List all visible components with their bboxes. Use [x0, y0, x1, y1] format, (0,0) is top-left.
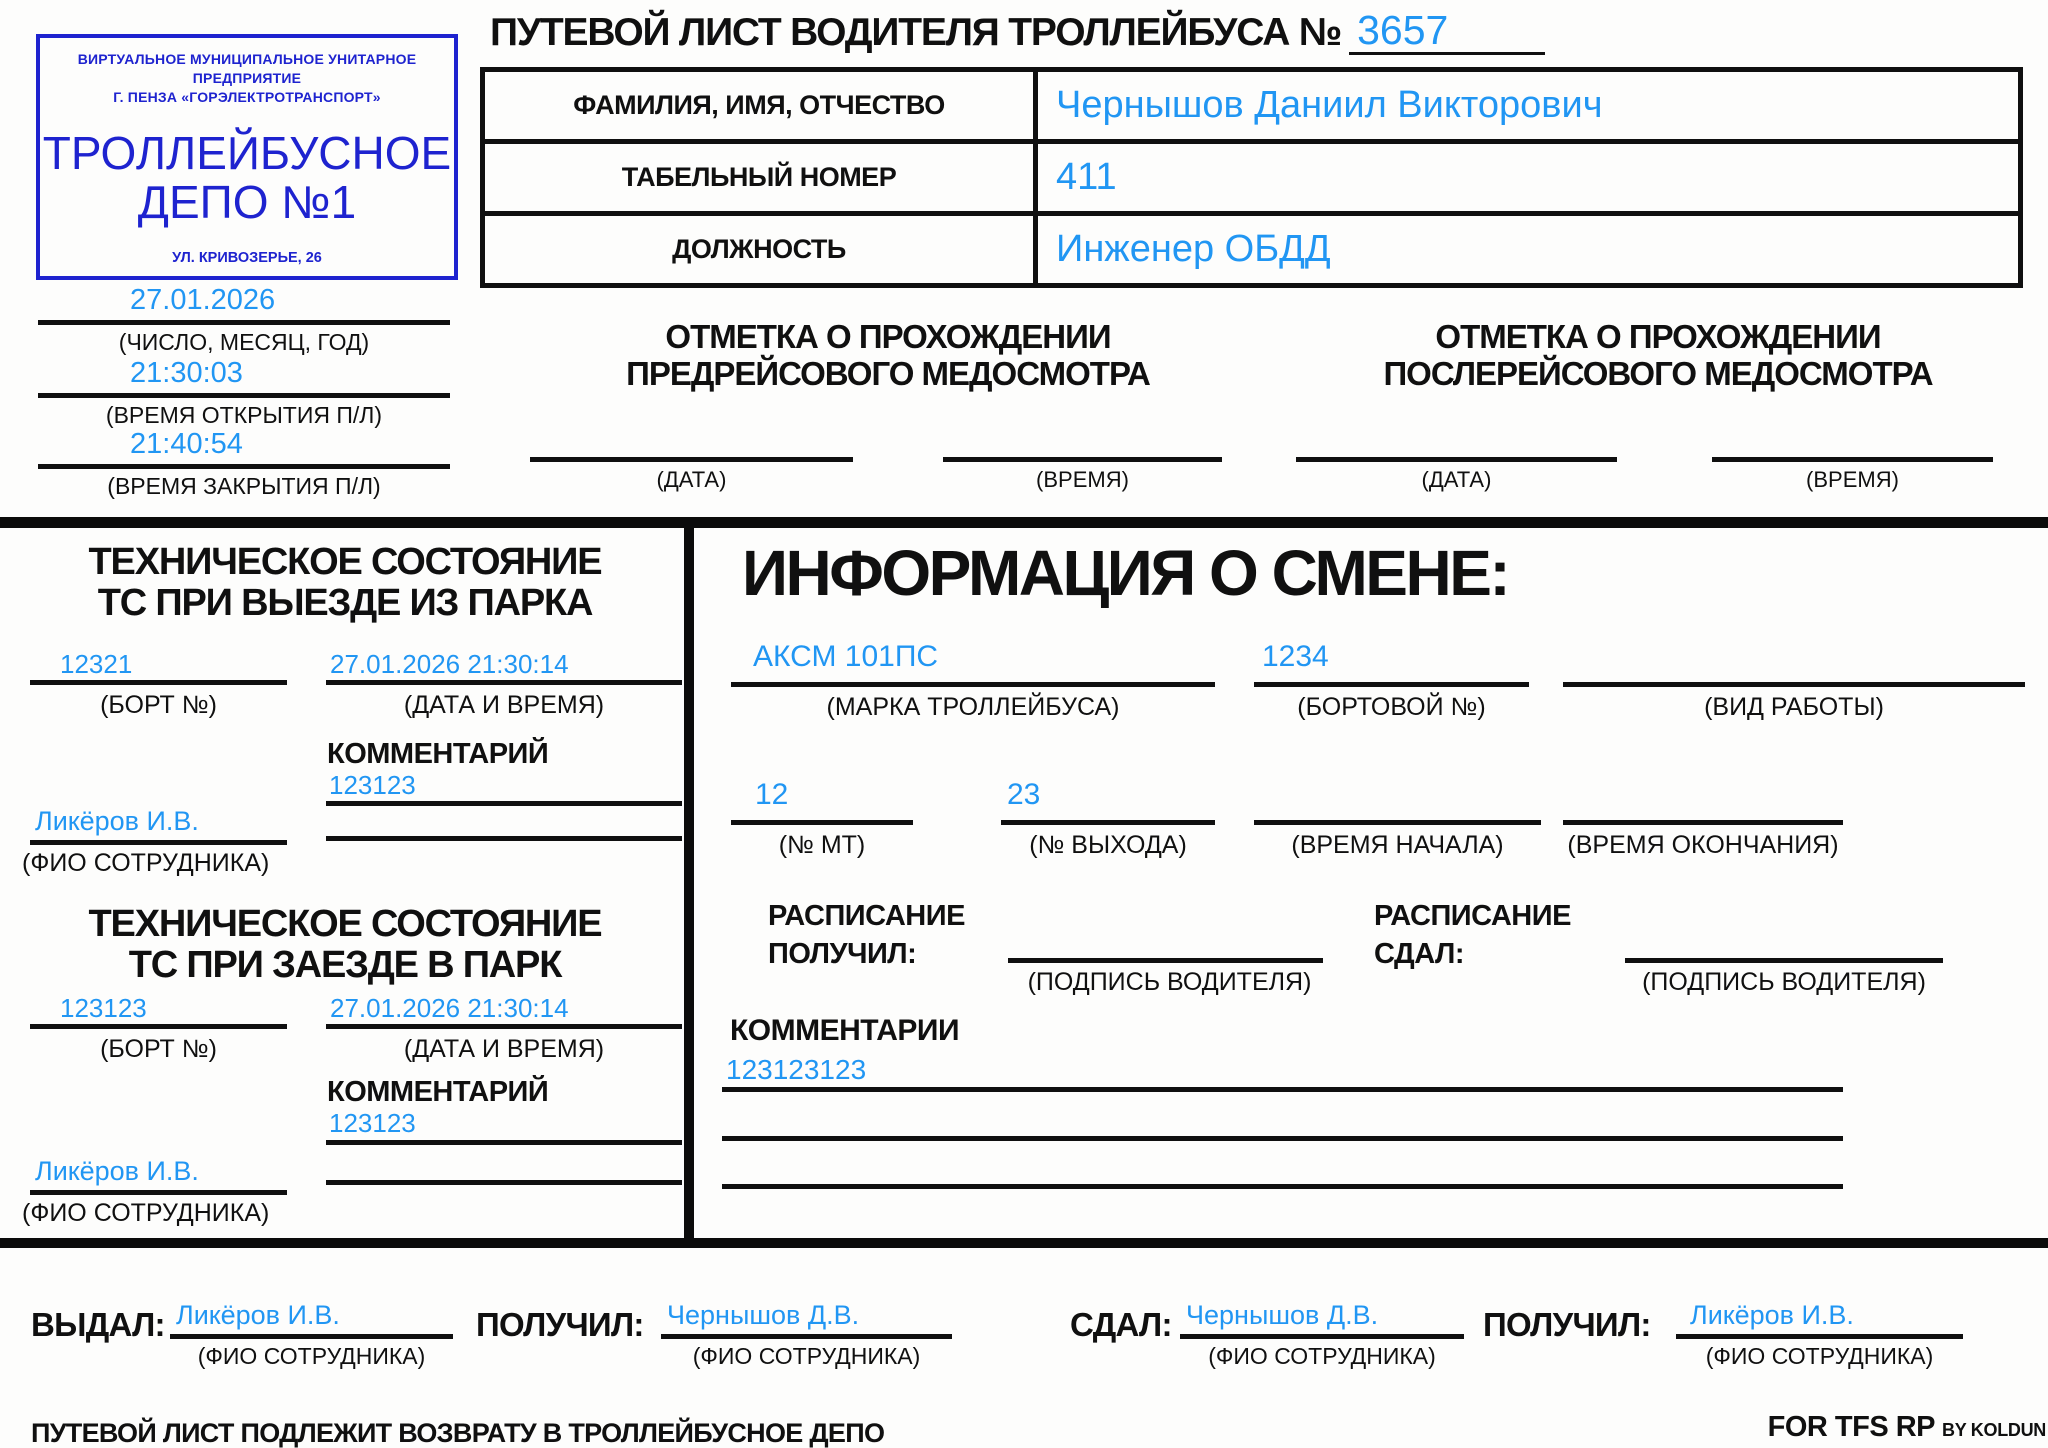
- stamp-depot-name-line2: ДЕПО №1: [137, 176, 357, 228]
- underline: [326, 680, 682, 685]
- mt-number-value: 12: [755, 778, 789, 811]
- mt-number-field: [731, 778, 913, 860]
- tech-out-employee-line: [30, 840, 287, 845]
- pretrip-med-date-value: [530, 421, 853, 457]
- tech-out-board-label: (БОРТ №): [100, 691, 217, 719]
- underline: [38, 320, 450, 325]
- personnel-number-value: 411: [1038, 139, 2018, 211]
- tech-in-datetime-value: 27.01.2026 21:30:14: [330, 993, 569, 1023]
- exit-number-field: [1001, 778, 1215, 860]
- credit-sub: BY KOLDUN: [1942, 1420, 2046, 1440]
- posttrip-med-time-label: (ВРЕМЯ): [1806, 467, 1899, 492]
- open-time-label: (ВРЕМЯ ОТКРЫТИЯ П/Л): [105, 402, 383, 428]
- schedule-received-sign-line: [1008, 958, 1323, 963]
- board-number-label: (БОРТОВОЙ №): [1297, 693, 1486, 721]
- end-time-value: [1563, 778, 1843, 820]
- handed-by-field: [1180, 1300, 1464, 1370]
- position-value: Инженер ОБДД: [1038, 211, 2018, 283]
- tech-in-comment-line: [326, 1140, 682, 1145]
- driver-info-table: [480, 67, 2023, 288]
- accepted-by-field: [1676, 1300, 1963, 1370]
- underline: [1563, 820, 1843, 825]
- accepted-by-sub-label: (ФИО СОТРУДНИКА): [1705, 1343, 1934, 1369]
- schedule-received-word2: ПОЛУЧИЛ:: [768, 938, 917, 970]
- underline: [731, 820, 913, 825]
- exit-number-value: 23: [1007, 778, 1041, 811]
- shift-comments-line2: [722, 1136, 1843, 1141]
- underline: [170, 1334, 453, 1339]
- underline: [1254, 682, 1529, 687]
- tech-out-datetime-field: [326, 650, 682, 720]
- close-time-field: [38, 428, 450, 500]
- underline: [943, 457, 1222, 462]
- tech-out-employee-label: (ФИО СОТРУДНИКА): [22, 849, 270, 877]
- shift-comments-value: 123123123: [726, 1054, 867, 1085]
- work-type-label: (ВИД РАБОТЫ): [1704, 693, 1884, 721]
- received-by-value: Чернышов Д.В.: [667, 1300, 860, 1330]
- pretrip-med-time-label: (ВРЕМЯ): [1036, 467, 1129, 492]
- pretrip-med-time-field: [943, 421, 1222, 493]
- underline: [30, 680, 287, 685]
- horizontal-divider-top: [0, 517, 2048, 528]
- schedule-received-sign-label: (ПОДПИСЬ ВОДИТЕЛЯ): [1027, 968, 1312, 996]
- issued-by-field: [170, 1300, 453, 1370]
- tech-out-comment-line: [326, 801, 682, 806]
- trolleybus-model-label: (МАРКА ТРОЛЛЕЙБУСА): [826, 693, 1120, 721]
- underline: [1001, 820, 1215, 825]
- issued-by-sub-label: (ФИО СОТРУДНИКА): [197, 1343, 426, 1369]
- underline: [1676, 1334, 1963, 1339]
- posttrip-med-title-line1: ОТМЕТКА О ПРОХОЖДЕНИИ: [1435, 318, 1881, 355]
- stamp-address: УЛ. КРИВОЗЕРЬЕ, 26: [172, 250, 322, 266]
- handed-by-value: Чернышов Д.В.: [1186, 1300, 1379, 1330]
- tech-out-comment-heading: КОММЕНТАРИЙ: [327, 738, 549, 770]
- underline: [30, 1024, 287, 1029]
- waybill-date-value: 27.01.2026: [130, 284, 276, 316]
- pretrip-med-date-field: [530, 421, 853, 493]
- underline: [38, 393, 450, 398]
- tech-in-title-line1: ТЕХНИЧЕСКОЕ СОСТОЯНИЕ: [88, 903, 602, 945]
- handed-by-sub-label: (ФИО СОТРУДНИКА): [1208, 1343, 1436, 1369]
- posttrip-med-date-label: (ДАТА): [1421, 467, 1492, 492]
- underline: [530, 457, 853, 462]
- pretrip-med-title: [528, 318, 1248, 392]
- tech-out-title-line1: ТЕХНИЧЕСКОЕ СОСТОЯНИЕ: [88, 541, 602, 583]
- open-time-value: 21:30:03: [130, 357, 243, 389]
- end-time-label: (ВРЕМЯ ОКОНЧАНИЯ): [1567, 831, 1839, 859]
- underline: [326, 1024, 682, 1029]
- shift-comments-line3: [722, 1184, 1843, 1189]
- underline: [1180, 1334, 1464, 1339]
- accepted-by-label: ПОЛУЧИЛ:: [1483, 1306, 1651, 1343]
- driver-name-label: ФАМИЛИЯ, ИМЯ, ОТЧЕСТВО: [485, 72, 1038, 139]
- handed-by-label: СДАЛ:: [1070, 1306, 1172, 1343]
- underline: [1563, 682, 2025, 687]
- tech-in-title-line2: ТС ПРИ ЗАЕЗДЕ В ПАРК: [128, 944, 562, 986]
- accepted-by-value: Ликёров И.В.: [1690, 1300, 1854, 1330]
- tech-in-board-label: (БОРТ №): [100, 1035, 217, 1063]
- tech-out-board-value: 12321: [60, 649, 133, 679]
- underline: [1296, 457, 1617, 462]
- tech-out-title: [15, 542, 675, 624]
- tech-in-board-value: 123123: [60, 993, 147, 1023]
- position-label: ДОЛЖНОСТЬ: [485, 211, 1038, 283]
- document-title: [490, 8, 1545, 55]
- pretrip-med-date-label: (ДАТА): [656, 467, 727, 492]
- tech-out-datetime-value: 27.01.2026 21:30:14: [330, 649, 569, 679]
- close-time-label: (ВРЕМЯ ЗАКРЫТИЯ П/Л): [107, 473, 381, 499]
- tech-in-datetime-label: (ДАТА И ВРЕМЯ): [403, 1035, 605, 1063]
- tech-in-board-field: [30, 994, 287, 1064]
- shift-comments-line1: [722, 1087, 1843, 1092]
- end-time-field: [1563, 778, 1843, 860]
- start-time-value: [1254, 778, 1541, 820]
- received-by-sub-label: (ФИО СОТРУДНИКА): [692, 1343, 921, 1369]
- schedule-handed-sign-line: [1625, 958, 1943, 963]
- underline: [38, 464, 450, 469]
- pretrip-med-title-line2: ПРЕДРЕЙСОВОГО МЕДОСМОТРА: [626, 355, 1150, 392]
- work-type-field: [1563, 640, 2025, 722]
- tech-in-comment-line2: [326, 1180, 682, 1185]
- posttrip-med-title-line2: ПОСЛЕРЕЙСОВОГО МЕДОСМОТРА: [1383, 355, 1933, 392]
- posttrip-med-time-value: [1712, 421, 1993, 457]
- tech-out-employee-value: Ликёров И.В.: [35, 806, 199, 836]
- open-time-field: [38, 357, 450, 429]
- tech-out-title-line2: ТС ПРИ ВЫЕЗДЕ ИЗ ПАРКА: [97, 582, 593, 624]
- stamp-depot-name-line1: ТРОЛЛЕЙБУСНОЕ: [42, 127, 452, 179]
- start-time-label: (ВРЕМЯ НАЧАЛА): [1291, 831, 1504, 859]
- posttrip-med-date-value: [1296, 421, 1617, 457]
- tech-in-employee-value: Ликёров И.В.: [35, 1156, 199, 1186]
- schedule-handed-sign-label: (ПОДПИСЬ ВОДИТЕЛЯ): [1642, 968, 1926, 996]
- underline: [1712, 457, 1993, 462]
- mt-number-label: (№ МТ): [778, 831, 866, 859]
- return-notice: ПУТЕВОЙ ЛИСТ ПОДЛЕЖИТ ВОЗВРАТУ В ТРОЛЛЕЙБУСНОЕ ДЕПО: [31, 1418, 885, 1448]
- posttrip-med-time-field: [1712, 421, 1993, 493]
- waybill-date-field: [38, 284, 450, 356]
- tech-out-comment-line2: [326, 836, 682, 841]
- vertical-divider: [684, 517, 694, 1248]
- waybill-number: 3657: [1349, 8, 1545, 55]
- trolleybus-model-field: [731, 640, 1215, 722]
- tech-in-comment-heading: КОММЕНТАРИЙ: [327, 1076, 549, 1108]
- waybill-date-label: (ЧИСЛО, МЕСЯЦ, ГОД): [118, 329, 370, 355]
- tech-out-datetime-label: (ДАТА И ВРЕМЯ): [403, 691, 605, 719]
- underline: [1254, 820, 1541, 825]
- exit-number-label: (№ ВЫХОДА): [1029, 831, 1187, 859]
- posttrip-med-date-field: [1296, 421, 1617, 493]
- document-title-text: ПУТЕВОЙ ЛИСТ ВОДИТЕЛЯ ТРОЛЛЕЙБУСА №: [490, 11, 1342, 54]
- board-number-field: [1254, 640, 1529, 722]
- schedule-handed-word2: СДАЛ:: [1374, 938, 1465, 970]
- posttrip-med-title: [1298, 318, 2018, 392]
- driver-name-value: Чернышов Даниил Викторович: [1056, 84, 1603, 126]
- schedule-handed-word1: РАСПИСАНИЕ: [1374, 900, 1571, 932]
- tech-out-board-field: [30, 650, 287, 720]
- tech-in-datetime-field: [326, 994, 682, 1064]
- pretrip-med-title-line1: ОТМЕТКА О ПРОХОЖДЕНИИ: [665, 318, 1111, 355]
- tech-out-comment-value: 123123: [329, 770, 416, 800]
- trolleybus-model-value: АКСМ 101ПС: [753, 640, 939, 673]
- stamp-company-line1: ВИРТУАЛЬНОЕ МУНИЦИПАЛЬНОЕ УНИТАРНОЕ ПРЕДПРИЯТИЕ: [77, 51, 417, 86]
- credit-line: [1768, 1411, 2046, 1444]
- shift-comments-heading: КОММЕНТАРИИ: [730, 1014, 960, 1047]
- shift-info-title: ИНФОРМАЦИЯ О СМЕНЕ:: [742, 537, 1509, 609]
- work-type-value: [1563, 640, 2025, 682]
- credit-main: FOR TFS RP: [1767, 1411, 1936, 1443]
- depot-stamp: [36, 34, 458, 280]
- personnel-number-label: ТАБЕЛЬНЫЙ НОМЕР: [485, 139, 1038, 211]
- issued-by-value: Ликёров И.В.: [176, 1300, 340, 1330]
- tech-in-title: [15, 904, 675, 986]
- schedule-received-word1: РАСПИСАНИЕ: [768, 900, 965, 932]
- issued-by-label: ВЫДАЛ:: [31, 1306, 165, 1343]
- pretrip-med-time-value: [943, 421, 1222, 457]
- stamp-company-line2: Г. ПЕНЗА «ГОРЭЛЕКТРОТРАНСПОРТ»: [113, 89, 381, 105]
- tech-in-employee-line: [30, 1190, 287, 1195]
- received-by-field: [661, 1300, 952, 1370]
- underline: [731, 682, 1215, 687]
- underline: [661, 1334, 952, 1339]
- received-by-label: ПОЛУЧИЛ:: [476, 1306, 644, 1343]
- start-time-field: [1254, 778, 1541, 860]
- tech-in-employee-label: (ФИО СОТРУДНИКА): [22, 1199, 270, 1227]
- close-time-value: 21:40:54: [130, 428, 243, 460]
- horizontal-divider-bottom: [0, 1238, 2048, 1248]
- board-number-value: 1234: [1262, 640, 1329, 673]
- tech-in-comment-value: 123123: [329, 1108, 416, 1138]
